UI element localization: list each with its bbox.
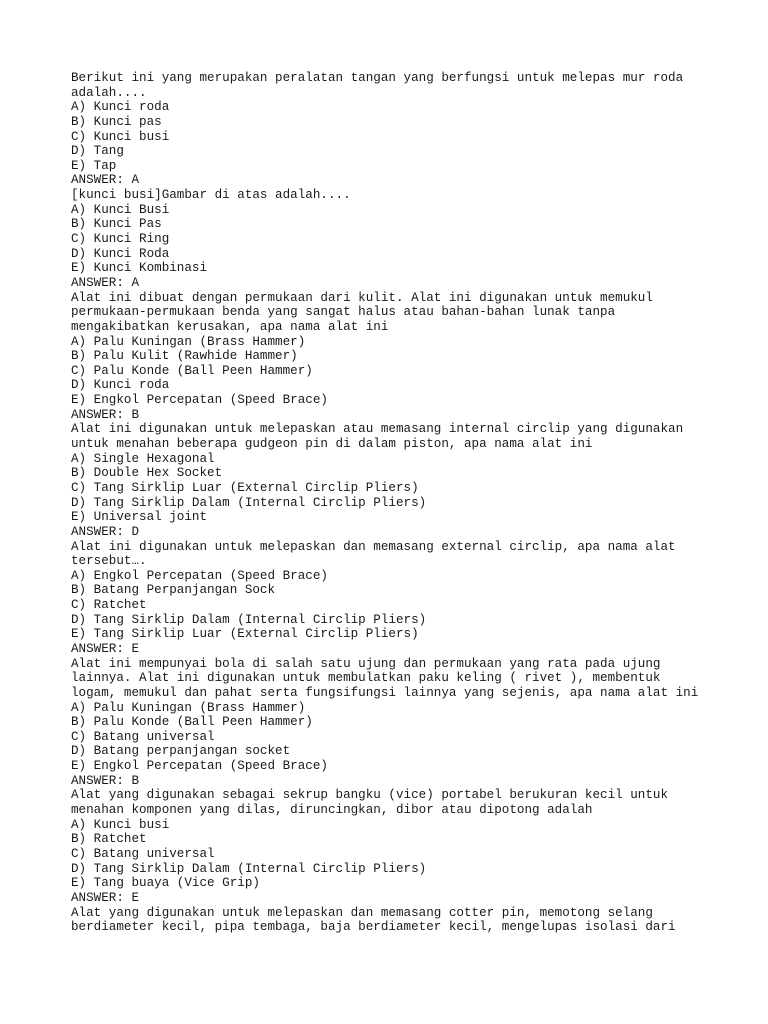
question-line: [kunci busi]Gambar di atas adalah....	[71, 188, 351, 203]
question-line: logam, memukul dan pahat serta fungsifungsi lainnya yang sejenis, apa nama alat ini	[71, 685, 699, 700]
answer-line: ANSWER: B	[71, 407, 140, 422]
option-line: C) Batang universal	[71, 729, 215, 744]
question-line: Alat ini mempunyai bola di salah satu ujung dan permukaan yang rata pada ujung	[71, 656, 661, 671]
question-line: menahan komponen yang dilas, diruncingkan, dibor atau dipotong adalah	[71, 803, 593, 818]
question-line: mengakibatkan kerusakan, apa nama alat ini	[71, 319, 389, 334]
answer-line: ANSWER: E	[71, 641, 140, 656]
option-line: E) Engkol Percepatan (Speed Brace)	[71, 759, 328, 774]
option-line: A) Kunci roda	[71, 100, 170, 115]
question-line: tersebut….	[71, 554, 147, 569]
option-line: B) Palu Konde (Ball Peen Hammer)	[71, 715, 313, 730]
option-line: E) Universal joint	[71, 510, 208, 525]
option-line: D) Tang Sirklip Dalam (Internal Circlip Pliers)	[71, 612, 427, 627]
option-line: C) Palu Konde (Ball Peen Hammer)	[71, 363, 313, 378]
option-line: D) Tang	[71, 144, 124, 159]
question-line: adalah....	[71, 85, 147, 100]
option-line: D) Batang perpanjangan socket	[71, 744, 291, 759]
question-line: Berikut ini yang merupakan peralatan tangan yang berfungsi untuk melepas mur roda	[71, 71, 684, 85]
option-line: B) Kunci pas	[71, 114, 162, 129]
option-line: E) Engkol Percepatan (Speed Brace)	[71, 393, 328, 408]
option-line: B) Palu Kulit (Rawhide Hammer)	[71, 349, 298, 364]
option-line: B) Batang Perpanjangan Sock	[71, 583, 276, 598]
option-line: B) Kunci Pas	[71, 217, 162, 232]
option-line: C) Kunci Ring	[71, 232, 170, 247]
question-line: Alat ini digunakan untuk melepaskan atau memasang internal circlip yang digunakan	[71, 422, 684, 437]
question-line: Alat ini dibuat dengan permukaan dari kulit. Alat ini digunakan untuk memukul	[71, 290, 653, 305]
option-line: D) Tang Sirklip Dalam (Internal Circlip Pliers)	[71, 495, 427, 510]
question-line: untuk menahan beberapa gudgeon pin di dalam piston, apa nama alat ini	[71, 437, 593, 452]
option-line: D) Tang Sirklip Dalam (Internal Circlip Pliers)	[71, 861, 427, 876]
option-line: E) Tang Sirklip Luar (External Circlip Pliers)	[71, 627, 419, 642]
option-line: E) Kunci Kombinasi	[71, 261, 208, 276]
document-page	[71, 71, 761, 935]
option-line: E) Tang buaya (Vice Grip)	[71, 876, 260, 891]
question-line: lainnya. Alat ini digunakan untuk membulatkan paku keling ( rivet ), membentuk	[71, 671, 661, 686]
option-line: B) Ratchet	[71, 832, 147, 847]
answer-line: ANSWER: A	[71, 275, 140, 290]
answer-line: ANSWER: B	[71, 773, 140, 788]
option-line: A) Kunci Busi	[71, 202, 170, 217]
option-line: A) Kunci busi	[71, 817, 170, 832]
option-line: E) Tap	[71, 158, 117, 173]
question-line: Alat ini digunakan untuk melepaskan dan memasang external circlip, apa nama alat	[71, 539, 676, 554]
option-line: A) Single Hexagonal	[71, 451, 215, 466]
option-line: D) Kunci roda	[71, 378, 170, 393]
answer-line: ANSWER: E	[71, 890, 140, 905]
option-line: B) Double Hex Socket	[71, 466, 223, 481]
option-line: C) Tang Sirklip Luar (External Circlip Pliers)	[71, 480, 419, 495]
option-line: A) Palu Kuningan (Brass Hammer)	[71, 334, 306, 349]
option-line: A) Engkol Percepatan (Speed Brace)	[71, 568, 328, 583]
option-line: A) Palu Kuningan (Brass Hammer)	[71, 700, 306, 715]
answer-line: ANSWER: A	[71, 173, 140, 188]
answer-line: ANSWER: D	[71, 524, 140, 539]
question-line: Alat yang digunakan sebagai sekrup bangku (vice) portabel berukuran kecil untuk	[71, 788, 669, 803]
option-line: C) Kunci busi	[71, 129, 170, 144]
question-line: permukaan-permukaan benda yang sangat halus atau bahan-bahan lunak tanpa	[71, 305, 616, 320]
option-line: C) Ratchet	[71, 598, 147, 613]
question-line: berdiameter kecil, pipa tembaga, baja berdiameter kecil, mengelupas isolasi dari	[71, 920, 676, 935]
question-line: Alat yang digunakan untuk melepaskan dan memasang cotter pin, memotong selang	[71, 905, 653, 920]
option-line: C) Batang universal	[71, 846, 215, 861]
option-line: D) Kunci Roda	[71, 246, 170, 261]
